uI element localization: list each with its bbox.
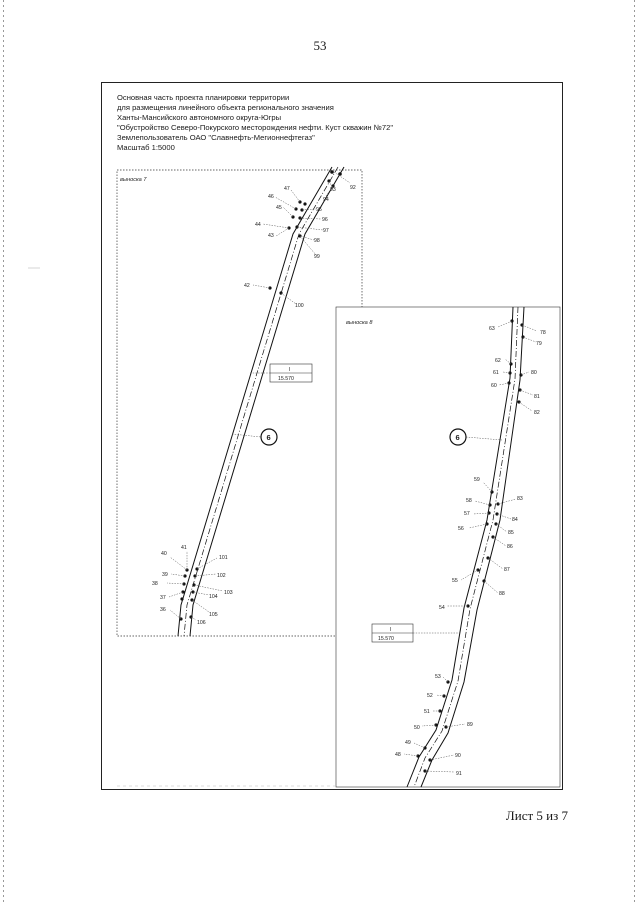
point-label-87: 87 — [504, 567, 510, 573]
point-label-52: 52 — [427, 693, 433, 699]
point-label-48: 48 — [395, 752, 401, 758]
point-label-97: 97 — [323, 228, 329, 234]
point-label-94: 94 — [323, 197, 329, 203]
route-marker-7 — [232, 429, 277, 445]
scale-line: Масштаб 1:5000 — [117, 142, 175, 152]
point-label-96: 96 — [322, 217, 328, 223]
point-label-95: 95 — [316, 207, 322, 213]
point-label-43: 43 — [268, 233, 274, 239]
section-tag-7-top: I — [289, 367, 291, 373]
point-label-83: 83 — [517, 496, 523, 502]
title-line-1: Основная часть проекта планировки территории — [117, 93, 290, 102]
section-tag-8-top: I — [390, 627, 392, 633]
point-label-85: 85 — [508, 530, 514, 536]
point-label-62: 62 — [495, 358, 501, 364]
point-label-41: 41 — [181, 545, 187, 551]
point-label-86: 86 — [507, 544, 513, 550]
point-label-61: 61 — [493, 370, 499, 376]
route-7-left-line — [178, 167, 332, 636]
point-label-60: 60 — [491, 383, 497, 389]
point-label-46: 46 — [268, 194, 274, 200]
point-label-58: 58 — [466, 498, 472, 504]
point-label-63: 63 — [489, 326, 495, 332]
route-marker-8-label: 6 — [455, 433, 460, 442]
point-label-105: 105 — [209, 612, 218, 618]
callout-8-title: выноска 8 — [346, 320, 373, 326]
point-label-104: 104 — [209, 594, 218, 600]
point-label-56: 56 — [458, 526, 464, 532]
point-label-91: 91 — [456, 771, 462, 777]
point-label-101: 101 — [219, 555, 228, 561]
point-label-84: 84 — [512, 517, 518, 523]
point-label-93: 93 — [330, 187, 336, 193]
point-label-37: 37 — [160, 595, 166, 601]
point-label-45: 45 — [276, 205, 282, 211]
point-label-82: 82 — [534, 410, 540, 416]
point-label-102: 102 — [217, 573, 226, 579]
point-label-103: 103 — [224, 590, 233, 596]
title-line-4: "Обустройство Северо-Покурского месторождения нефти. Куст скважин №72" — [117, 122, 394, 132]
point-label-100: 100 — [295, 303, 304, 309]
point-label-80: 80 — [531, 370, 537, 376]
point-label-57: 57 — [464, 511, 470, 517]
point-label-51: 51 — [424, 709, 430, 715]
point-label-90: 90 — [455, 753, 461, 759]
callout-8-panel — [336, 307, 560, 787]
point-label-36: 36 — [160, 607, 166, 613]
point-label-79: 79 — [536, 341, 542, 347]
page-number: 53 — [313, 38, 327, 53]
point-label-98: 98 — [314, 238, 320, 244]
point-label-88: 88 — [499, 591, 505, 597]
route-marker-7-label: 6 — [266, 433, 271, 442]
point-label-50: 50 — [414, 725, 420, 731]
title-line-5: Землепользователь ОАО "Славнефть-Мегионнефтегаз" — [117, 132, 315, 142]
point-label-44: 44 — [255, 222, 261, 228]
point-label-81: 81 — [534, 394, 540, 400]
point-label-42: 42 — [244, 283, 250, 289]
point-label-55: 55 — [452, 578, 458, 584]
callout-7-panel — [117, 167, 362, 636]
title-line-2: для размещения линейного объекта регионального значения — [117, 102, 334, 112]
point-label-49: 49 — [405, 740, 411, 746]
route-7-right-line — [190, 167, 344, 636]
point-label-106: 106 — [197, 620, 206, 626]
section-tag-7-bottom: 15.570 — [278, 376, 294, 382]
point-label-47: 47 — [284, 186, 290, 192]
point-label-53: 53 — [435, 674, 441, 680]
point-label-40: 40 — [161, 551, 167, 557]
point-label-39: 39 — [162, 572, 168, 578]
point-label-78: 78 — [540, 330, 546, 336]
point-label-38: 38 — [152, 581, 158, 587]
section-tag-8-bottom: 15.570 — [378, 636, 394, 642]
point-label-99: 99 — [314, 254, 320, 260]
point-label-54: 54 — [439, 605, 445, 611]
section-tag-7 — [250, 364, 312, 382]
point-label-89: 89 — [467, 722, 473, 728]
point-label-92: 92 — [350, 185, 356, 191]
callout-7-title: выноска 7 — [120, 177, 147, 183]
title-line-3: Ханты-Мансийского автономного округа-Югры — [117, 112, 282, 122]
sheet-label: Лист 5 из 7 — [505, 808, 568, 823]
point-label-59: 59 — [474, 477, 480, 483]
